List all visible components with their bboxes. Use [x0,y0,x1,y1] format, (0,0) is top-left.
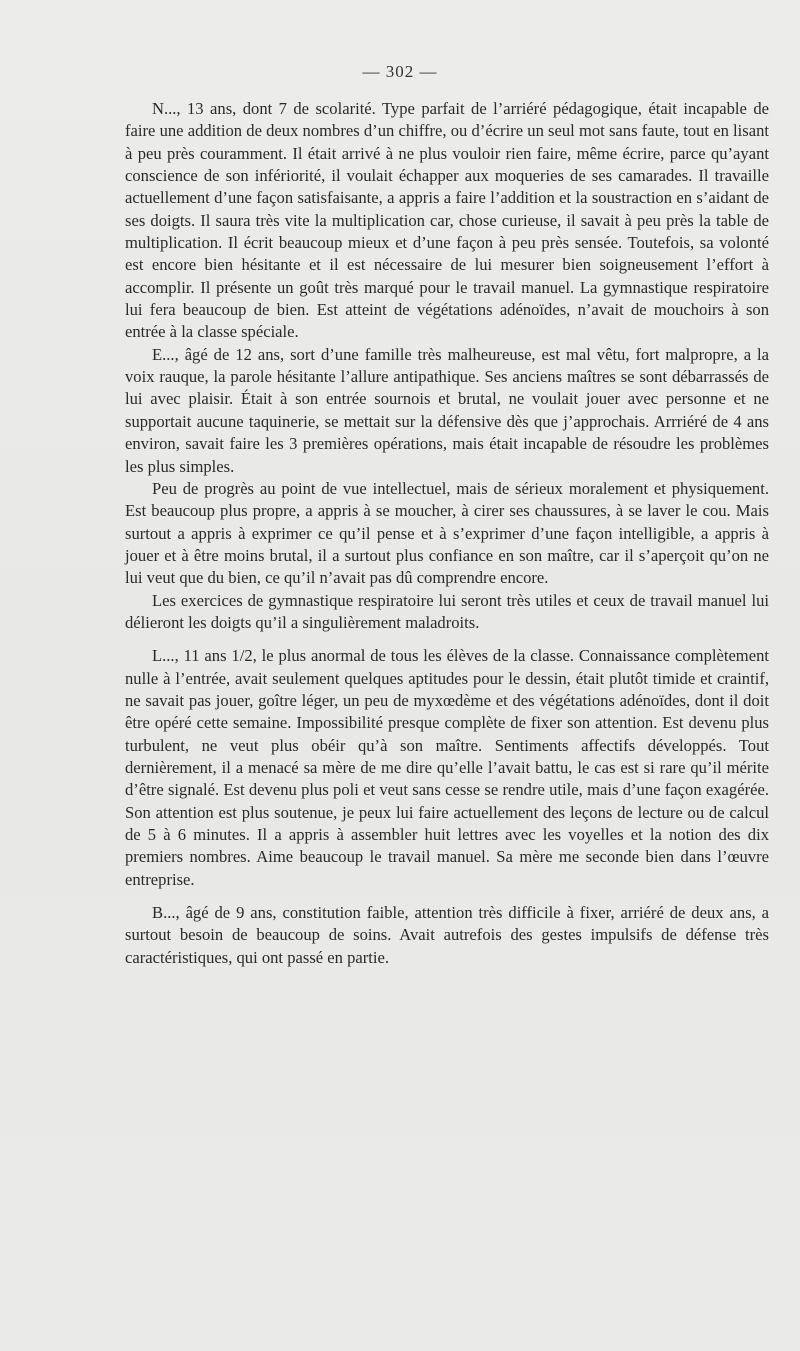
paragraph-e-exercises: Les exercices de gymnastique respiratoire lui seront très utiles et ceux de travail manuel lui délieront les doigts qu’il a singulièrement maladroits. [125,590,769,632]
paragraph-e: E..., âgé de 12 ans, sort d’une famille très malheureuse, est mal vêtu, fort malpropre, a la voix rauque, la parole hésitante l’allure antipathique. Ses anciens maîtres se sont débarrassés de lui avec plaisir. Était à son entrée sournois et brutal, ne voulait jouer avec personne et ne supportait aucune taquinerie, se mettait sur la défensive dès que j’approchais. Arrriéré de 4 ans environ, savait faire les 3 premières opérations, mais était incapable de résoudre les problèmes les plus simples. [125,344,769,476]
paragraph-b: B..., âgé de 9 ans, constitution faible, attention très difficile à fixer, arriéré de deux ans, a surtout besoin de beaucoup de soins. Avait autrefois des gestes impulsifs de défense très caractéristiques, qui ont passé en partie. [125,903,769,967]
paragraph-l: L..., 11 ans 1/2, le plus anormal de tous les élèves de la classe. Connaissance complètement nulle à l’entrée, avait seulement quelques aptitudes pour le dessin, était plutôt timide et craintif, ne savait pas jouer, goître léger, un peu de myxœdème et des végétations adénoïdes, dont il doit être opéré cette semaine. Impossibilité presque complète de fixer son attention. Est devenu plus turbulent, ne veut plus obéir qu’à son maître. Sentiments affectifs développés. Tout dernièrement, il a menacé sa mère de me dire qu’elle l’avait battu, le cas est si rare qu’il mérite d’être signalé. Est devenu plus poli et veut sans cesse se rendre utile, mais d’une façon exagérée. Son attention est plus soutenue, je peux lui faire actuellement des leçons de lecture ou de calcul de 5 à 6 minutes. Il a appris à assembler huit lettres avec les voyelles et la notion des dix premiers nombres. Aime beaucoup le travail manuel. Sa mère me seconde bien dans l’œuvre entreprise. [125,646,769,889]
paragraph-n: N..., 13 ans, dont 7 de scolarité. Type parfait de l’arriéré pédagogique, était incapable de faire une addition de deux nombres d’un chiffre, ou d’écrire un seul mot sans faute, tout en lisant à peu près couramment. Il était arrivé à ne plus vouloir rien faire, même écrire, parce qu’ayant conscience de son infériorité, il voulait échapper aux moqueries de ses camarades. Il travaille actuellement d’une façon satisfaisante, a appris a faire l’addition et la soustraction en s’aidant de ses doigts. Il saura très vite la multiplication car, chose curieuse, il savait à peu près la table de multiplication. Il écrit beaucoup mieux et d’une façon à peu près sensée. Toutefois, sa volonté est encore bien hésitante et il est nécessaire de lui mesurer bien soigneusement l’effort à accomplir. Il présente un goût très marqué pour le travail manuel. La gymnastique respiratoire lui fera beaucoup de bien. Est atteint de végétations adénoïdes, n’avait de mouchoirs à son entrée à la classe spéciale. [125,99,769,342]
body-text [125,98,769,969]
paragraph-e-progress: Peu de progrès au point de vue intellectuel, mais de sérieux moralement et physiquement. Est beaucoup plus propre, a appris à se moucher, à cirer ses chaussures, à se laver le cou. Mais surtout a appris à exprimer ce qu’il pense et à s’exprimer d’une façon intelligible, a appris à jouer et à être moins brutal, il a surtout plus confiance en son maître, car il s’aperçoit qu’on ne lui veut que du bien, ce qu’il n’avait pas dû comprendre encore. [125,478,769,588]
page-number: — 302 — [362,62,438,81]
